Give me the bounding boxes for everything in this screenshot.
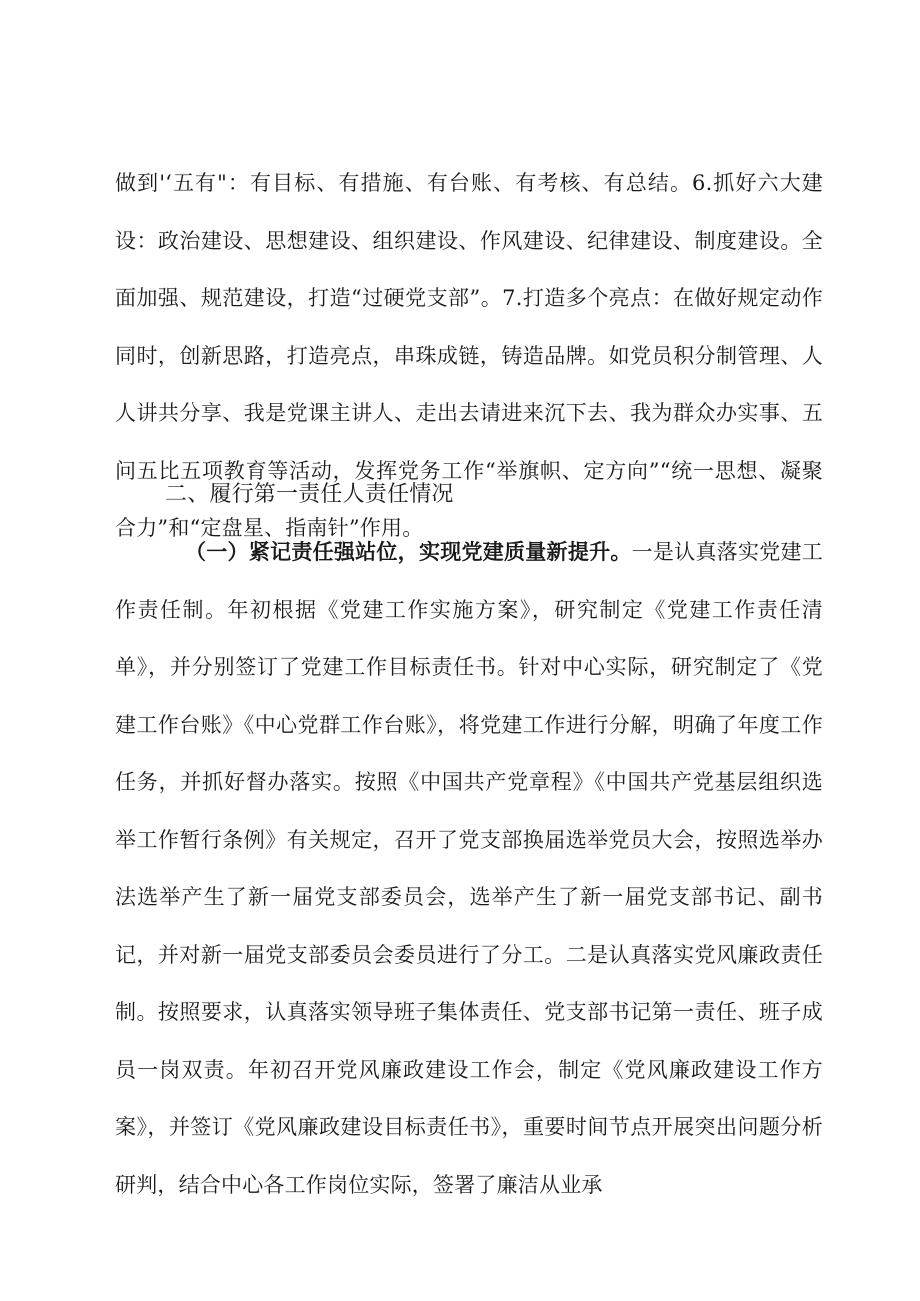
paragraph-body-text: 一是认真落实党建工作责任制。年初根据《党建工作实施方案》，研究制定《党建工作责任清单》，并分别签订了党建工作目标责任书。针对中心实际，研究制定了《党建工作台账》《中心党群工作台账》，将党建工作进行分解，明确了年度工作任务，并抓好督办落实。按照《中国共产党章程》《中国共产党基层组织选举工作暂行条例》有关规定，召开了党支部换届选举党员大会，按照选举办法选举产生了新一届党支部委员会，选举产生了新一届党支部书记、副书记，并对新一届党支部委员会委员进行了分工。二是认真落实党风廉政责任制。按照要求，认真落实领导班子集体责任、党支部书记第一责任、班子成员一岗双责。年初召开党风廉政建设工作会，制定《党风廉政建设工作方案》，并签订《党风廉政建设目标责任书》，重要时间节点开展突出问题分析研判，结合中心各工作岗位实际，签署了廉洁从业承	[115, 540, 823, 1197]
body-paragraph-1: 做到'‘五有"：有目标、有措施、有台账、有考核、有总结。6.抓好六大建设：政治建设、思想建设、组织建设、作风建设、纪律建设、制度建设。全面加强、规范建设，打造“过硬党支部”。7.打造多个亮点：在做好规定动作同时，创新思路，打造亮点，串珠成链，铸造品牌。如党员积分制管理、人人讲共分享、我是党课主讲人、走出去请进来沉下去、我为群众办实事、五问五比五项教育等活动，发挥党务工作“举旗帜、定方向”“统一思想、凝聚合力”和“定盘星、指南针”作用。	[115, 171, 823, 540]
paragraph-lead-heading: （一）紧记责任强站位，实现党建质量新提升。	[185, 539, 632, 564]
section-heading: 二、履行第一责任人责任情况	[165, 482, 454, 507]
body-paragraph-3	[115, 523, 823, 1214]
